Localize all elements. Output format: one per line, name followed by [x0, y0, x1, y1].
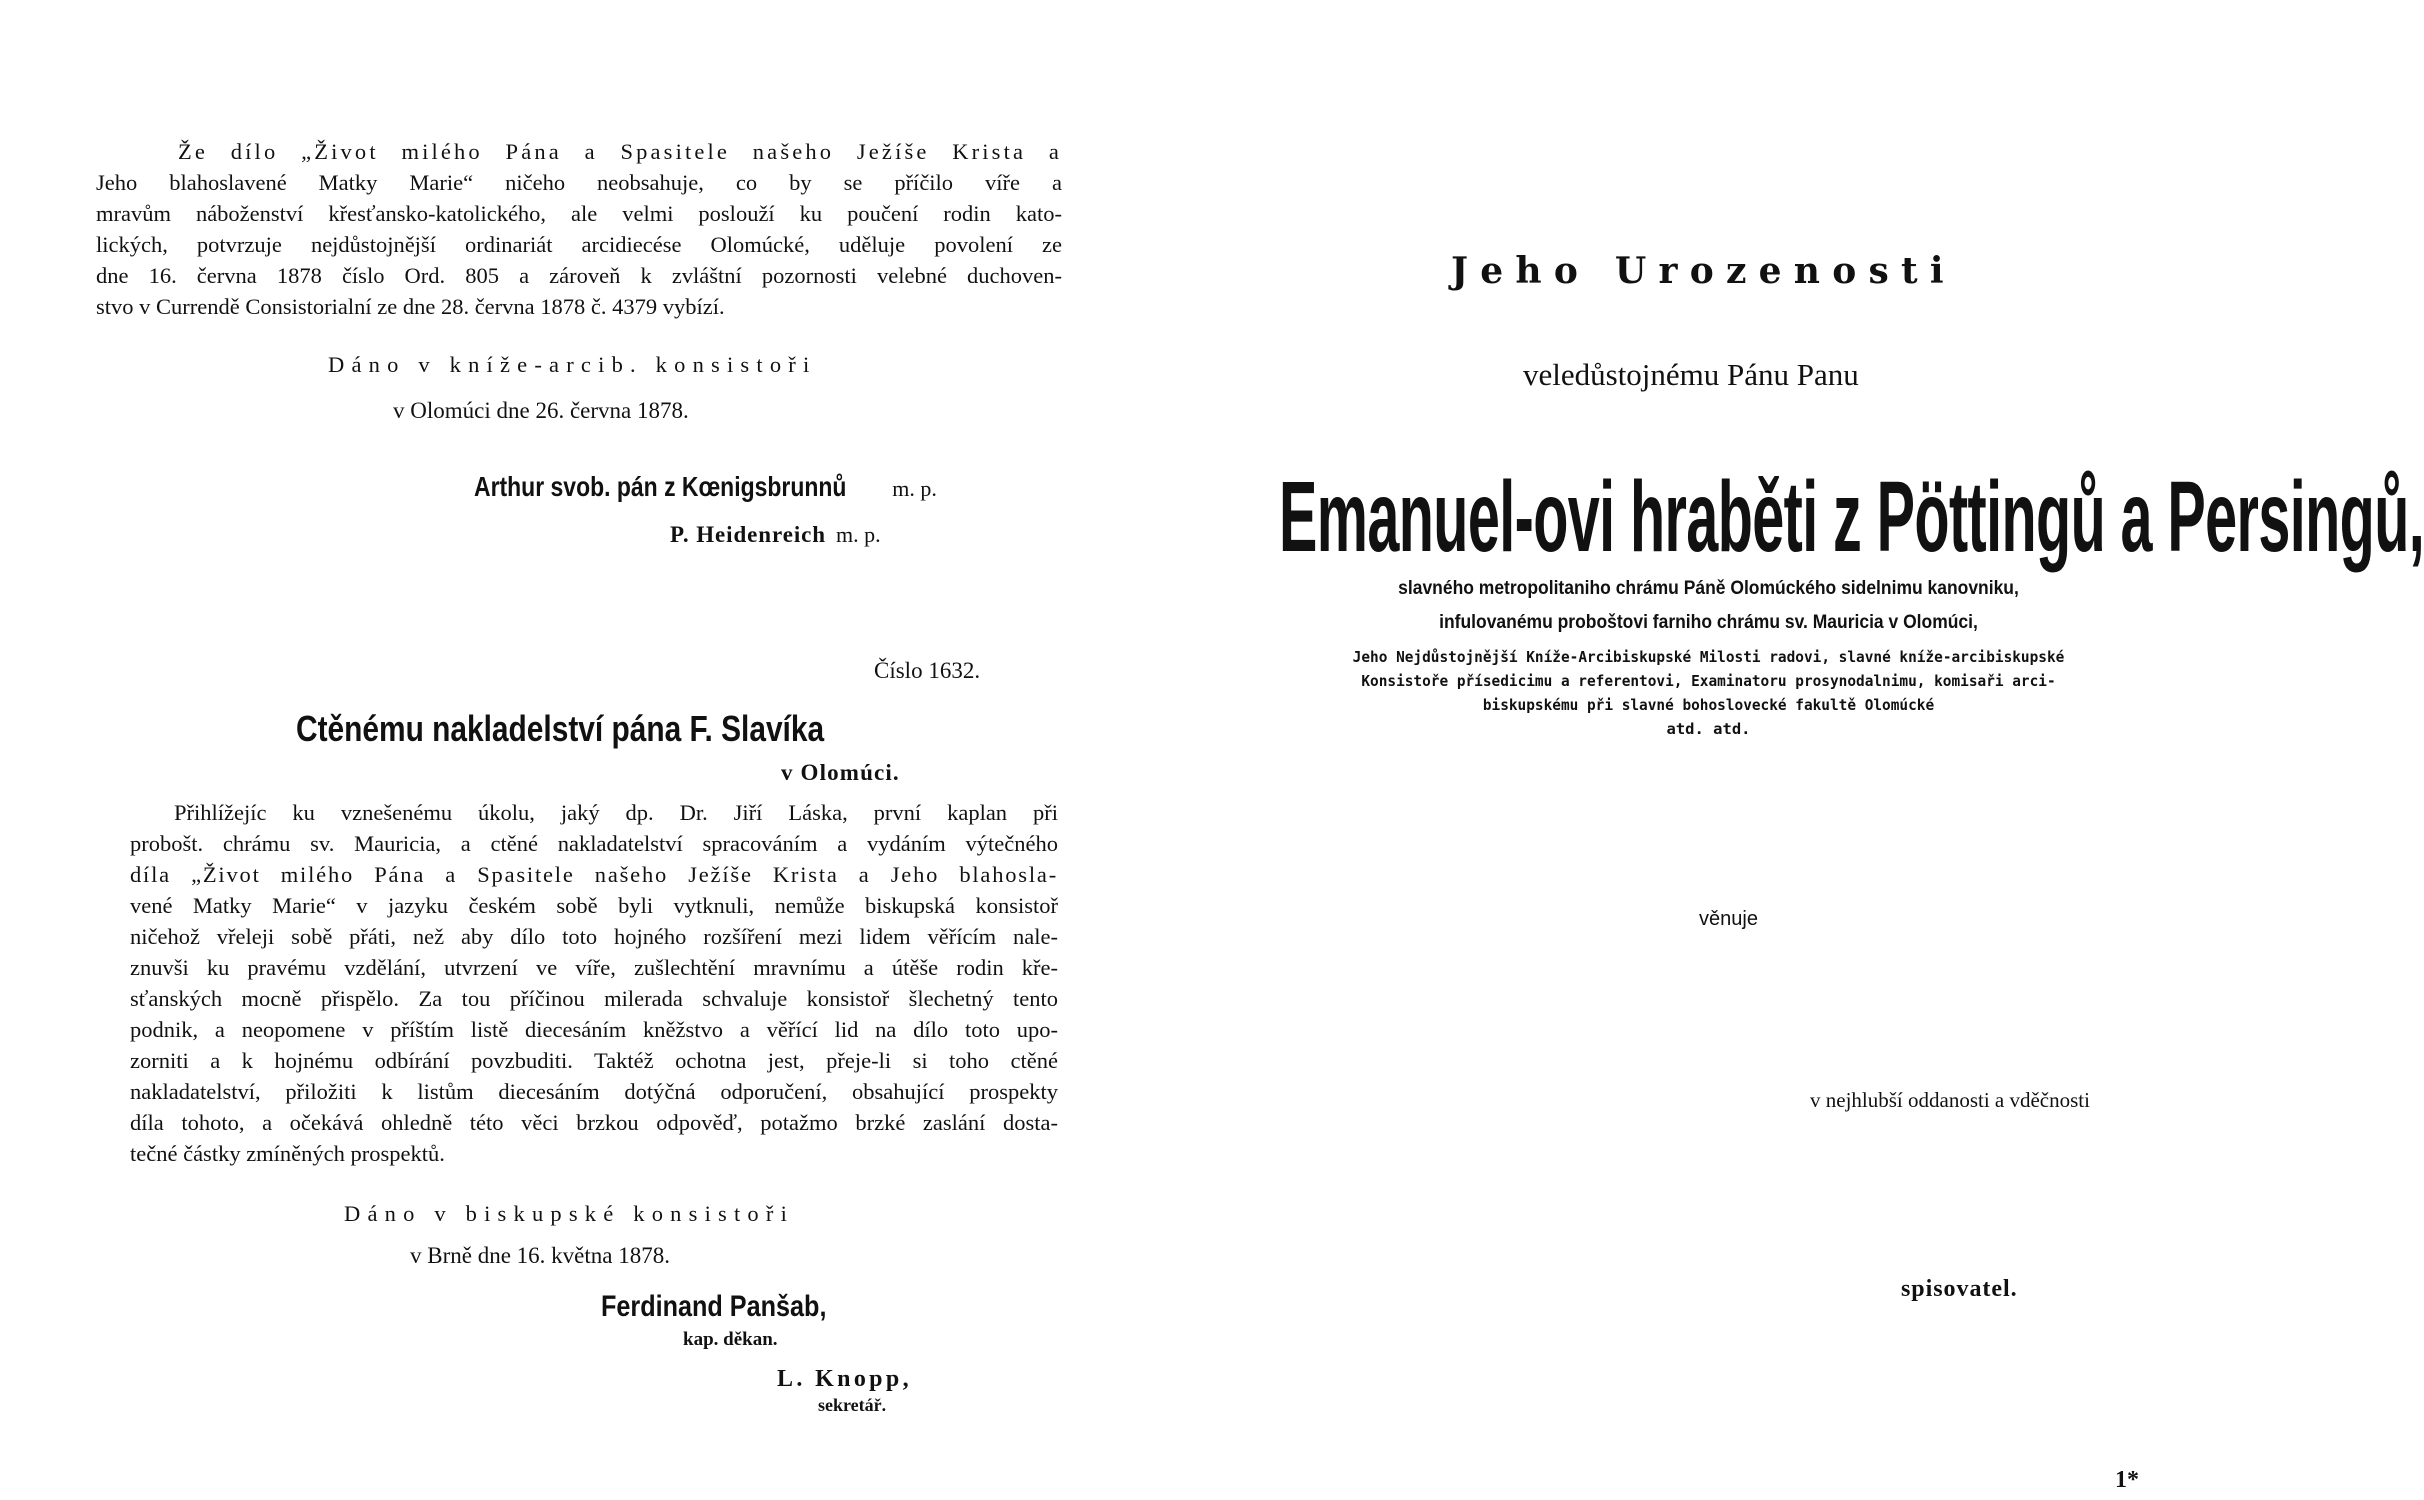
dedication-line-2: veledůstojnému Pánu Panu	[1523, 357, 1859, 392]
approval-paragraph-2	[130, 797, 1058, 1169]
paragraph-line: mravům náboženství křesťansko-katolického, ale velmi poslouží ku poučení rodin kato-	[96, 201, 1062, 226]
dedicatee-name: Emanuel-ovi hraběti z Pöttingů a Persingů,	[1279, 461, 2424, 573]
dedicatee-honor-line: Jeho Nejdůstojnější Kníže-Arcibiskupské Milosti radovi, slavné kníže-arcibiskupské	[1352, 648, 2065, 666]
signatory-suffix: m. p.	[836, 522, 881, 547]
approval-paragraph-1	[96, 136, 1062, 322]
right-page	[1139, 0, 2424, 1500]
paragraph-line: Přihlížejíc ku vznešenému úkolu, jaký dp. Dr. Jiří Láska, první kaplan při	[174, 800, 1058, 825]
paragraph-line: stvo v Currendě Consistorialní ze dne 28. června 1878 č. 4379 vybízí.	[96, 294, 725, 319]
paragraph-line: lických, potvrzuje nejdůstojnější ordinariát arcidiecése Olomúcké, uděluje povolení ze	[96, 232, 1062, 257]
paragraph-line: nakladatelství, přiložiti k listům diecesáním dotýčná odporučení, obsahující prospekty	[130, 1079, 1058, 1104]
dedication-line-1: Jeho Urozenosti	[1451, 250, 1956, 292]
given-at-line-1: Dáno v biskupské konsistoři	[344, 1201, 795, 1226]
paragraph-line: díla „Život milého Pána a Spasitele našeho Ježíše Krista a Jeho blahosla-	[130, 862, 1058, 887]
paragraph-line: podnik, a neopomene v příštím listě diecesáním kněžstvo a věřící lid na dílo toto upo-	[130, 1017, 1058, 1042]
signatory-2	[670, 522, 881, 548]
paragraph-line: Že dílo „Život milého Pána a Spasitele našeho Ježíše Krista a	[178, 139, 1062, 164]
given-at-line-2: v Olomúci dne 26. června 1878.	[393, 398, 689, 423]
author-signature: spisovatel.	[1901, 1276, 2018, 1302]
dedicatee-honor-line: Konsistoře přísedicimu a referentovi, Examinatoru prosynodalnimu, komisaři arci-	[1361, 672, 2056, 690]
given-at-line-1: Dáno v kníže-arcib. konsistoři	[328, 352, 817, 377]
signatory-title: kap. děkan.	[683, 1329, 778, 1350]
signatory-1	[474, 471, 937, 503]
letter-heading: Ctěnému nakladelství pána F. Slavíka	[296, 708, 825, 749]
devotion-line: v nejhlubší oddanosti a vděčnosti	[1810, 1088, 2090, 1112]
dedicatee-title-line: slavného metropolitaniho chrámu Páně Olomúckého sidelnimu kanovniku,	[1398, 578, 2019, 599]
dedicatee-honor-line: biskupskému při slavné bohoslovecké fakultě Olomúcké	[1482, 696, 1935, 714]
paragraph-line: vené Matky Marie“ v jazyku českém sobě byli vytknuli, nemůže biskupská konsistoř	[130, 893, 1058, 918]
signatory-suffix: m. p.	[892, 476, 937, 501]
paragraph-line: tečné částky zmíněných prospektů.	[130, 1141, 445, 1166]
left-page	[0, 0, 1139, 1500]
signatory-name: P. Heidenreich	[670, 522, 826, 547]
dedicatee-title-line: infulovanému proboštovi farniho chrámu sv. Mauricia v Olomúci,	[1439, 612, 1978, 633]
letter-heading-place: v Olomúci.	[781, 760, 900, 785]
paragraph-line: dne 16. června 1878 číslo Ord. 805 a zároveň k zvláštní pozornosti velebné duchoven-	[96, 263, 1062, 288]
paragraph-line: znuvši ku pravému vzdělání, utvrzení ve víře, zušlechtění mravnímu a útěše rodin kře-	[130, 955, 1058, 980]
signatory-name: L. Knopp,	[777, 1366, 912, 1392]
dedicates-word: věnuje	[1699, 908, 1758, 930]
paragraph-line: díla tohoto, a očekává ohledně této věci brzkou odpověď, potažmo brzké zaslání dosta-	[130, 1110, 1058, 1135]
paragraph-line: sťanských mocně přispělo. Za tou příčinou milerada schvaluje konsistoř šlechetný tento	[130, 986, 1058, 1011]
signatory-name: Ferdinand Panšab,	[601, 1290, 827, 1323]
signatory-name: Arthur svob. pán z Kœnigsbrunnů	[474, 471, 847, 502]
dedicatee-honor-line: atd. atd.	[1666, 720, 1751, 738]
paragraph-line: Jeho blahoslavené Matky Marie“ ničeho neobsahuje, co by se příčilo víře a	[96, 170, 1062, 195]
page-marker: 1*	[2115, 1467, 2139, 1493]
document-number: Číslo 1632.	[874, 658, 981, 683]
signatory-title: sekretář.	[818, 1395, 887, 1415]
paragraph-line: ničehož vřeleji sobě přáti, než aby dílo toto hojného rozšíření mezi lidem věřícím nale-	[130, 924, 1058, 949]
given-at-line-2: v Brně dne 16. května 1878.	[410, 1243, 670, 1268]
paragraph-line: zorniti a k hojnému odbírání povzbuditi. Taktéž ochotna jest, přeje-li si toho ctěné	[130, 1048, 1058, 1073]
paragraph-line: probošt. chrámu sv. Mauricia, a ctěné nakladatelství spracováním a vydáním výtečného	[130, 831, 1058, 856]
